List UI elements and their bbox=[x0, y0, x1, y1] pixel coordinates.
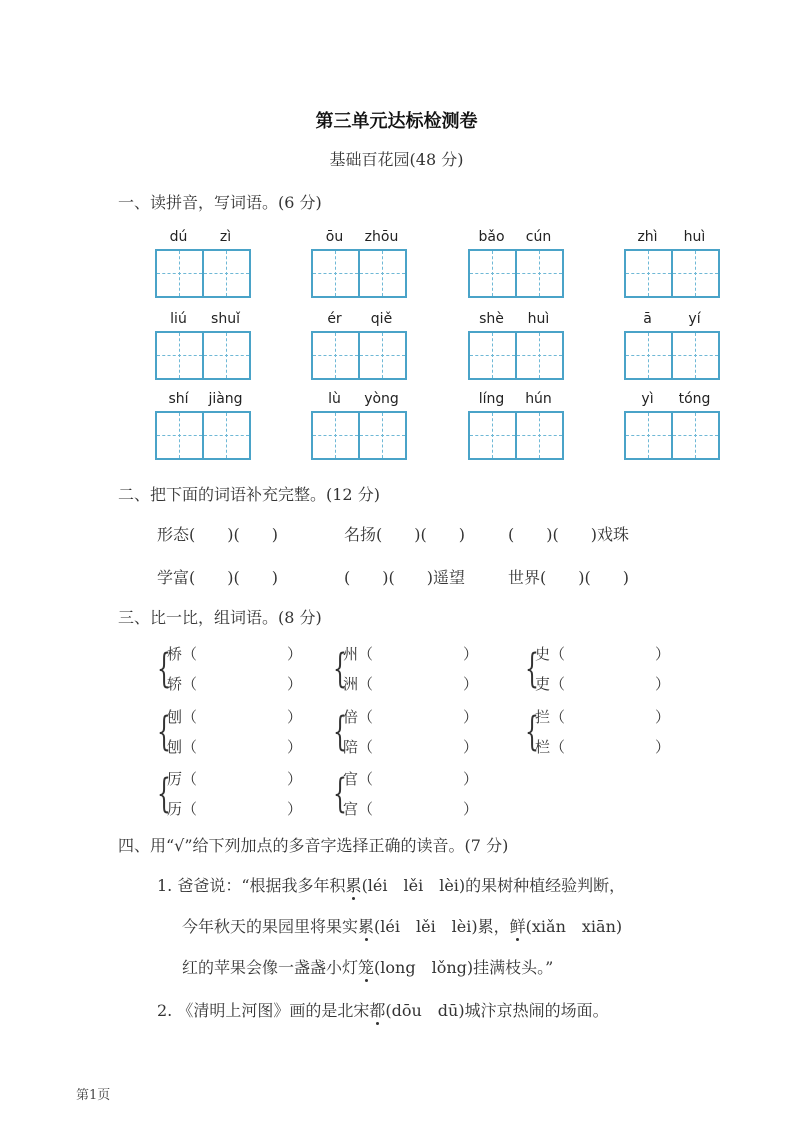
pinyin-1: zhì bbox=[637, 229, 658, 245]
section3-heading: 三、比一比，组词语。(8 分) bbox=[118, 608, 322, 627]
pinyin-1: ér bbox=[327, 311, 342, 327]
idiom-3[interactable]: ( )( )戏珠 bbox=[508, 525, 629, 544]
compare-row[interactable]: 轿（ ） bbox=[167, 675, 303, 693]
pinyin-1: liú bbox=[170, 311, 187, 327]
pinyin-options[interactable]: (long lǒng)挂满枝头。” bbox=[374, 958, 554, 977]
brace-icon: { bbox=[157, 646, 171, 692]
pinyin-2: huì bbox=[527, 311, 550, 327]
idiom-2[interactable]: 名扬( )( ) bbox=[344, 525, 465, 544]
page-number: 第1页 bbox=[76, 1088, 111, 1103]
pinyin-options[interactable]: (dōu dū)城汴京热闹的场面。 bbox=[385, 1001, 609, 1020]
tian-grid[interactable] bbox=[155, 411, 251, 460]
compare-row[interactable]: 洲（ ） bbox=[343, 675, 479, 693]
compare-row[interactable]: 史（ ） bbox=[535, 645, 671, 663]
idiom-1[interactable]: 形态( )( ) bbox=[157, 525, 278, 544]
idiom-6[interactable]: 世界( )( ) bbox=[508, 568, 629, 587]
brace-icon: { bbox=[157, 771, 171, 817]
compare-row[interactable]: 刨（ ） bbox=[167, 738, 303, 756]
pinyin-1: shí bbox=[168, 391, 189, 407]
pinyin-2: qiě bbox=[370, 311, 393, 327]
brace-icon: { bbox=[333, 709, 347, 755]
tian-grid[interactable] bbox=[468, 249, 564, 298]
compare-row[interactable]: 历（ ） bbox=[167, 800, 303, 818]
brace-icon: { bbox=[333, 646, 347, 692]
compare-row[interactable]: 拦（ ） bbox=[535, 708, 671, 726]
q2-line: 2. 《清明上河图》画的是北宋都(dōu dū)城汴京热闹的场面。 bbox=[157, 1001, 609, 1020]
compare-row[interactable]: 栏（ ） bbox=[535, 738, 671, 756]
tian-grid[interactable] bbox=[311, 249, 407, 298]
brace-icon: { bbox=[157, 709, 171, 755]
pinyin-1: ōu bbox=[325, 229, 344, 245]
compare-row[interactable]: 州（ ） bbox=[343, 645, 479, 663]
tian-grid[interactable] bbox=[155, 331, 251, 380]
dotted-char: 累 bbox=[345, 876, 362, 895]
pinyin-1: dú bbox=[169, 229, 188, 245]
dotted-char: 笼 bbox=[358, 958, 375, 977]
q1-line3: 红的苹果会像一盏盏小灯笼(long lǒng)挂满枝头。” bbox=[182, 958, 554, 977]
idiom-5[interactable]: ( )( )遥望 bbox=[344, 568, 465, 587]
pinyin-2: zì bbox=[219, 229, 232, 245]
pinyin-2: jiàng bbox=[208, 391, 243, 407]
compare-row[interactable]: 刨（ ） bbox=[167, 708, 303, 726]
dotted-char: 鲜 bbox=[509, 917, 526, 936]
dotted-char: 都 bbox=[369, 1001, 386, 1020]
compare-row[interactable]: 陪（ ） bbox=[343, 738, 479, 756]
page-title: 第三单元达标检测卷 bbox=[315, 111, 478, 132]
brace-icon: { bbox=[525, 709, 539, 755]
compare-row[interactable]: 吏（ ） bbox=[535, 675, 671, 693]
brace-icon: { bbox=[333, 771, 347, 817]
pinyin-2: zhōu bbox=[364, 229, 399, 245]
pinyin-2: shuǐ bbox=[211, 311, 240, 327]
tian-grid[interactable] bbox=[468, 411, 564, 460]
pinyin-2: tóng bbox=[678, 391, 711, 407]
pinyin-options[interactable]: (léi lěi lèi)累， bbox=[374, 917, 510, 936]
brace-icon: { bbox=[525, 646, 539, 692]
compare-row[interactable]: 桥（ ） bbox=[167, 645, 303, 663]
pinyin-options[interactable]: (léi lěi lèi)的果树种植经验判断， bbox=[361, 876, 626, 895]
q1-line2: 今年秋天的果园里将果实累(léi lěi lèi)累，鲜(xiǎn xiān) bbox=[182, 917, 623, 936]
pinyin-2: yòng bbox=[364, 391, 399, 407]
page-subtitle: 基础百花园(48 分) bbox=[329, 150, 464, 169]
pinyin-1: líng bbox=[478, 391, 505, 407]
tian-grid[interactable] bbox=[311, 411, 407, 460]
pinyin-2: hún bbox=[525, 391, 552, 407]
pinyin-1: bǎo bbox=[478, 229, 505, 245]
pinyin-2: cún bbox=[525, 229, 552, 245]
pinyin-2: yí bbox=[688, 311, 701, 327]
pinyin-2: huì bbox=[683, 229, 706, 245]
compare-row[interactable]: 官（ ） bbox=[343, 770, 479, 788]
section1-heading: 一、读拼音，写词语。(6 分) bbox=[118, 193, 322, 212]
q1-line1: 1. 爸爸说：“根据我多年积累(léi lěi lèi)的果树种植经验判断， bbox=[157, 876, 626, 895]
tian-grid[interactable] bbox=[624, 331, 720, 380]
pinyin-1: ā bbox=[643, 311, 652, 327]
pinyin-1: lù bbox=[328, 391, 341, 407]
tian-grid[interactable] bbox=[311, 331, 407, 380]
section4-heading: 四、用“√”给下列加点的多音字选择正确的读音。(7 分) bbox=[118, 836, 509, 855]
pinyin-1: shè bbox=[479, 311, 504, 327]
section2-heading: 二、把下面的词语补充完整。(12 分) bbox=[118, 485, 380, 504]
compare-row[interactable]: 厉（ ） bbox=[167, 770, 303, 788]
compare-row[interactable]: 倍（ ） bbox=[343, 708, 479, 726]
pinyin-options[interactable]: (xiǎn xiān) bbox=[525, 917, 623, 936]
tian-grid[interactable] bbox=[624, 411, 720, 460]
compare-row[interactable]: 宫（ ） bbox=[343, 800, 479, 818]
idiom-4[interactable]: 学富( )( ) bbox=[157, 568, 278, 587]
pinyin-1: yì bbox=[641, 391, 654, 407]
tian-grid[interactable] bbox=[468, 331, 564, 380]
tian-grid[interactable] bbox=[624, 249, 720, 298]
tian-grid[interactable] bbox=[155, 249, 251, 298]
dotted-char: 累 bbox=[358, 917, 375, 936]
